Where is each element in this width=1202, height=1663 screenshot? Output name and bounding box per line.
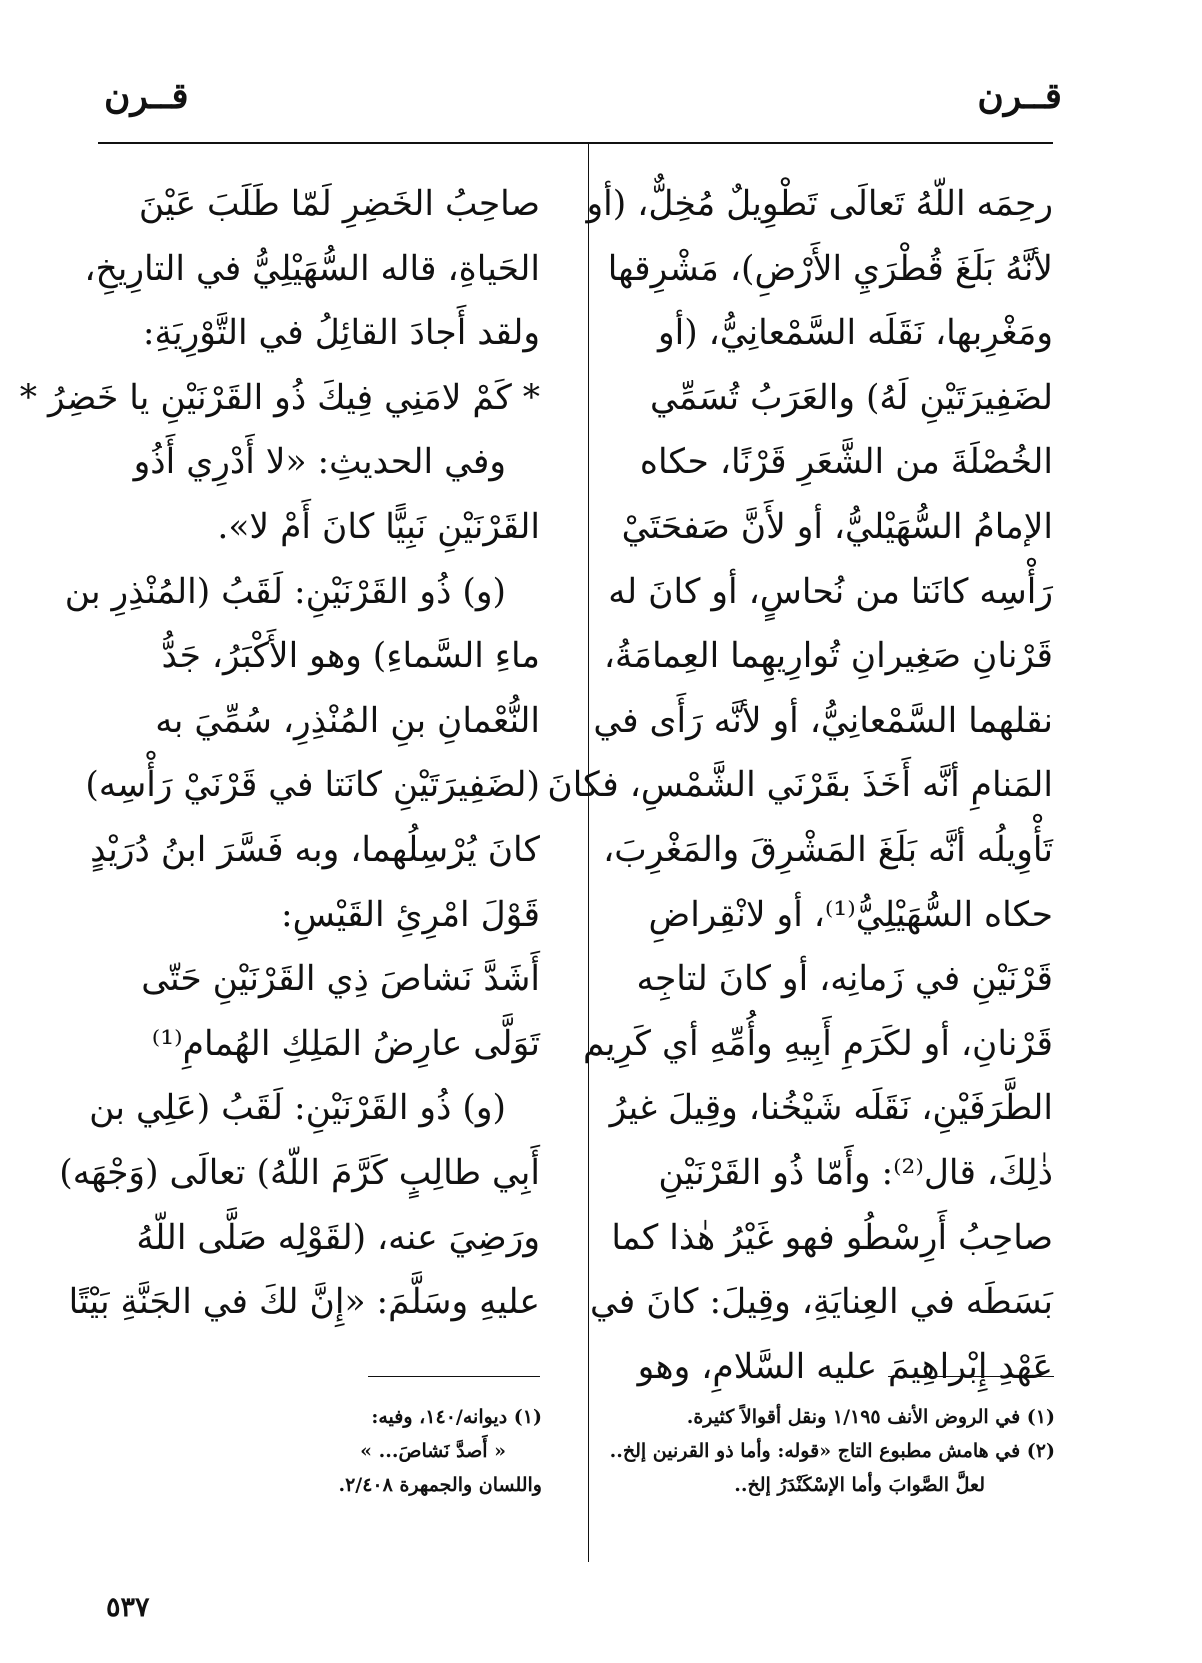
poem-hemistich-second: تَوَلَّى عارِضُ المَلِكِ الهُمامِ⁽¹⁾: [151, 1023, 540, 1064]
text-line: عليهِ وسَلَّمَ: «إِنَّ لكَ في الجَنَّةِ بَيْتًا: [68, 1282, 540, 1323]
footnotes-left: [280, 1400, 542, 1502]
text-line: قَرْنانِ، أو لكَرَمِ أَبِيهِ وأُمِّهِ أي كَرِيم: [582, 1023, 1053, 1064]
footnote-line: لعلَّ الصَّوابَ وأما الإسْكَنْدَرُ إلخ..: [734, 1474, 985, 1496]
text-line: نقلهما السَّمْعانِيُّ، أو لأنَّه رَأَى في: [593, 700, 1053, 741]
text-line: تَأْوِيلُه أنَّه بَلَغَ المَشْرِقَ والمَغْرِبَ،: [603, 829, 1053, 870]
footnote-line: (١) ديوانه/١٤٠، وفيه:: [371, 1406, 542, 1428]
text-line: رَأْسِه كانَتا من نُحاسٍ، أو كانَ له: [608, 571, 1053, 612]
text-line: (و) ذُو القَرْنَيْنِ: لَقَبُ (المُنْذِرِ بن: [64, 571, 506, 612]
text-line: (لضَفِيرَتَيْنِ كانَتا في قَرْنَيْ رَأْسِه): [85, 765, 540, 806]
verse-line: * كَمْ لامَنِي فِيكَ ذُو القَرْنَيْنِ يا خَضِرُ *: [19, 377, 540, 418]
text-line: الحَياةِ، قاله السُّهَيْلِيُّ في التارِيخِ،: [84, 248, 540, 289]
text-line: عَهْدِ إِبْراهِيمَ عليه السَّلامِ، وهو: [637, 1346, 1053, 1387]
text-line: ومَغْرِبها، نَقَلَه السَّمْعانِيُّ، (أو: [657, 313, 1053, 354]
text-line: صاحِبُ أَرِسْطُو فهو غَيْرُ هٰذا كما: [611, 1217, 1053, 1258]
footnote-line: (١) في الروض الأنف ١/١٩٥ ونقل أقوالاً كثيرة.: [686, 1406, 1055, 1428]
running-header-right: قــرن: [977, 75, 1062, 117]
text-line: أَبِي طالِبٍ كَرَّمَ اللّهُ) تعالَى (وَجْهَه): [59, 1152, 540, 1193]
text-line: ورَضِيَ عنه، (لقَوْلِه صَلَّى اللّهُ: [136, 1217, 540, 1258]
text-line: حكاه السُّهَيْلِيُّ⁽¹⁾، أو لانْقِراضِ: [648, 894, 1053, 935]
text-line: قَوْلَ امْرِئِ القَيْسِ:: [281, 894, 540, 935]
text-line: المَنامِ أنَّه أَخَذَ بقَرْنَي الشَّمْسِ، فكانَ: [547, 765, 1053, 806]
footnote-rule-left: [368, 1376, 540, 1377]
text-line: الخُصْلَةَ من الشَّعَرِ قَرْنًا، حكاه: [639, 442, 1053, 483]
text-line: الطَّرَفَيْنِ، نَقَلَه شَيْخُنا، وقِيلَ غيرُ: [609, 1088, 1053, 1129]
text-line: بَسَطَه في العِنايَةِ، وقِيلَ: كانَ في: [590, 1282, 1053, 1323]
running-header-left: قــرن: [104, 75, 189, 117]
footnote-line: واللسان والجمهرة ٢/٤٠٨.: [338, 1474, 542, 1496]
page-number: ٥٣٧: [106, 1592, 150, 1623]
text-line: وفي الحديثِ: «لا أَدْرِي أَذُو: [133, 442, 506, 483]
text-line: رحِمَه اللّهُ تَعالَى تَطْوِيلٌ مُخِلٌّ، (أو: [586, 184, 1053, 224]
footnote-rule-right: [888, 1376, 1054, 1377]
text-line: قَرْنَيْنِ في زَمانِه، أو كانَ لتاجِه: [636, 959, 1053, 1000]
text-line: القَرْنَيْنِ نَبِيًّا كانَ أَمْ لا».: [217, 506, 540, 547]
footnote-line: (٢) في هامش مطبوع التاج «قوله: وأما ذو القرنين إلخ..: [609, 1440, 1055, 1462]
poem-hemistich-first: أَشَدَّ نَشاصَ ذِي القَرْنَيْنِ حَتّى: [141, 959, 540, 1000]
footnotes-right: [609, 1400, 1055, 1502]
text-line: صاحِبُ الخَضِرِ لَمّا طَلَبَ عَيْنَ: [138, 184, 540, 224]
header-rule: [98, 142, 1053, 144]
left-column: [19, 172, 540, 1335]
footnote-line: « أَصدَّ نَشاصَ... »: [360, 1440, 506, 1462]
text-line: كانَ يُرْسِلُهما، وبه فَسَّرَ ابنُ دُرَيْدٍ: [90, 829, 540, 870]
text-line: ولقد أَجادَ القائِلُ في التَّوْرِيَةِ:: [142, 313, 540, 354]
text-line: قَرْنانِ صَغِيرانِ تُوارِيهِما العِمامَةُ،: [603, 636, 1053, 677]
text-line: لأنَّهُ بَلَغَ قُطْرَيِ الأَرْضِ)، مَشْرِقها: [607, 248, 1053, 289]
right-column: [547, 172, 1053, 1399]
text-line: النُّعْمانِ بنِ المُنْذِرِ، سُمِّيَ به: [155, 700, 540, 741]
column-divider: [588, 142, 589, 1562]
text-line: لضَفِيرَتَيْنِ لَهُ) والعَرَبُ تُسَمِّي: [650, 377, 1053, 418]
text-line: ذٰلِكَ، قال⁽²⁾: وأَمّا ذُو القَرْنَيْنِ: [658, 1152, 1053, 1193]
text-line: الإمامُ السُّهَيْليُّ، أو لأَنَّ صَفحَتَيْ: [621, 506, 1053, 547]
text-line: ماءِ السَّماءِ) وهو الأَكْبَرُ، جَدُّ: [161, 636, 540, 677]
text-line: (و) ذُو القَرْنَيْنِ: لَقَبُ (عَلِي بن: [89, 1088, 506, 1129]
